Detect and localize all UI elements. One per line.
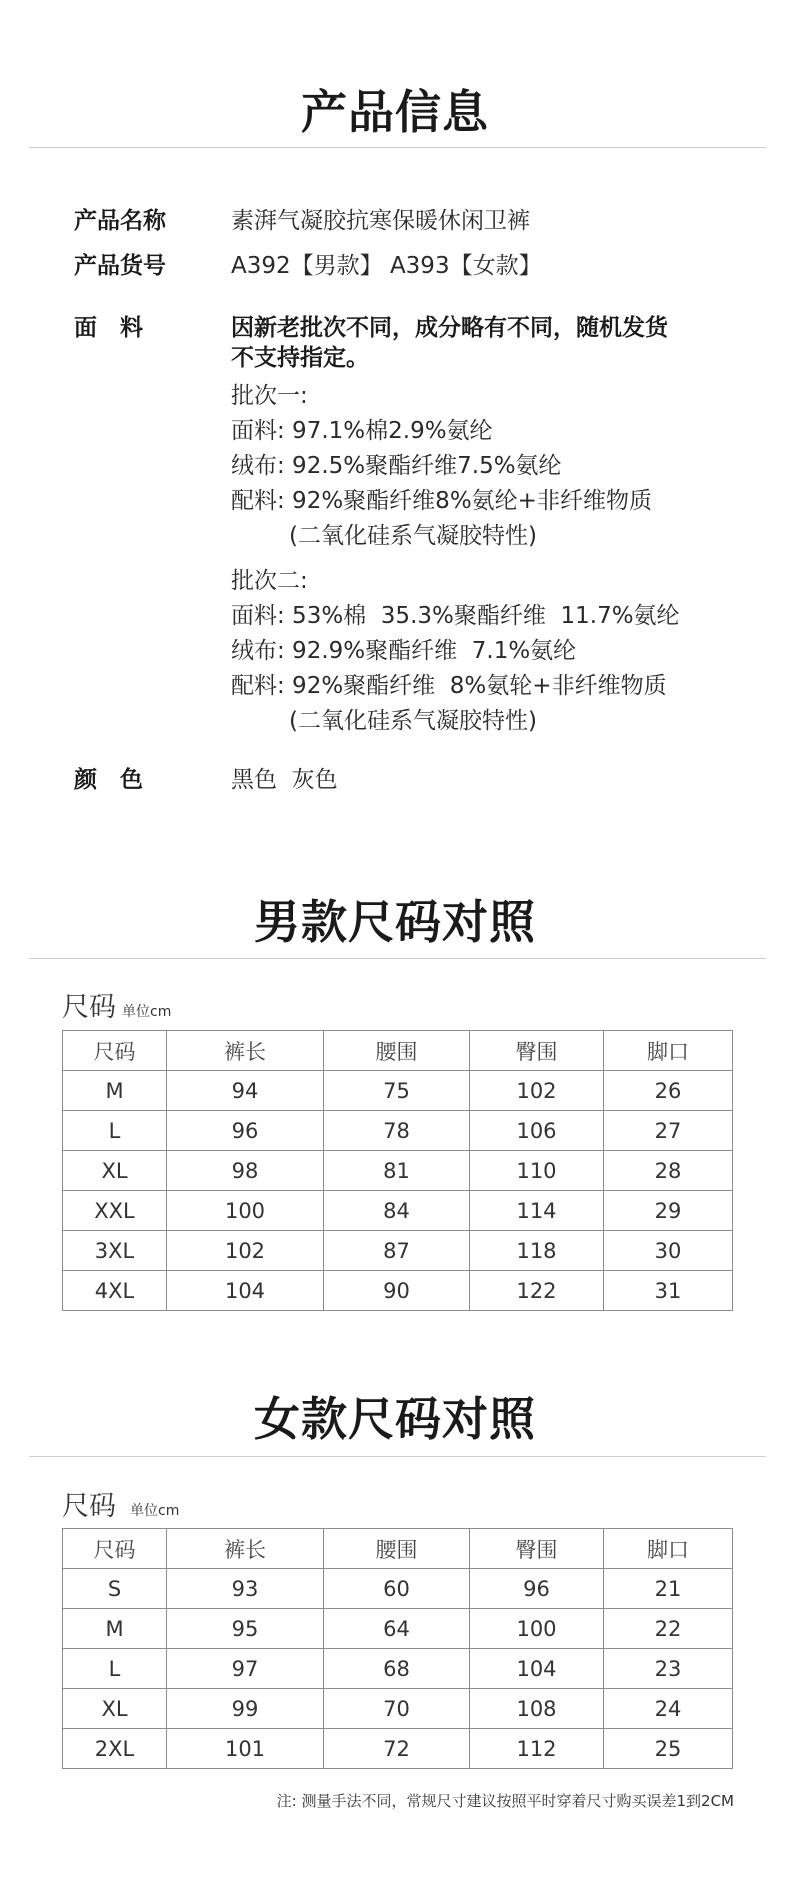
cell-hip: 104 (470, 1649, 604, 1689)
cell-hem: 25 (604, 1729, 733, 1769)
table-row (63, 1569, 733, 1609)
cell-hem: 24 (604, 1689, 733, 1729)
men-size-table (62, 1030, 733, 1311)
product-sku-value: A392【男款】 A393【女款】 (231, 253, 542, 279)
table-row (63, 1649, 733, 1689)
batch1-fabric: 面料: 97.1%棉2.9%氨纶 (231, 418, 493, 444)
cell-size: XXL (63, 1191, 167, 1231)
cell-length: 100 (167, 1191, 324, 1231)
cell-size: 3XL (63, 1231, 167, 1271)
cell-length: 98 (167, 1151, 324, 1191)
cell-hem: 28 (604, 1151, 733, 1191)
unit-label: 单位cm (130, 1503, 180, 1519)
header-hip: 臀围 (470, 1031, 604, 1071)
table-row (63, 1111, 733, 1151)
table-row (63, 1151, 733, 1191)
header-length: 裤长 (167, 1529, 324, 1569)
table-row (63, 1609, 733, 1649)
header-length: 裤长 (167, 1031, 324, 1071)
cell-size: 2XL (63, 1729, 167, 1769)
cell-length: 93 (167, 1569, 324, 1609)
table-header-row (63, 1529, 733, 1569)
table-row (63, 1729, 733, 1769)
cell-hem: 26 (604, 1071, 733, 1111)
cell-length: 102 (167, 1231, 324, 1271)
cell-size: XL (63, 1151, 167, 1191)
table-row (63, 1689, 733, 1729)
header-hem: 脚口 (604, 1529, 733, 1569)
product-name-label: 产品名称 (74, 208, 166, 234)
table-row (63, 1271, 733, 1311)
women-size-table (62, 1528, 733, 1769)
cell-length: 95 (167, 1609, 324, 1649)
cell-waist: 81 (324, 1151, 470, 1191)
product-sku-label: 产品货号 (74, 253, 166, 279)
fabric-label: 面 料 (74, 315, 143, 341)
cell-hip: 100 (470, 1609, 604, 1649)
cell-waist: 87 (324, 1231, 470, 1271)
cell-hem: 27 (604, 1111, 733, 1151)
batch1-aerogel-note: (二氧化硅系气凝胶特性) (289, 523, 537, 549)
cell-size: S (63, 1569, 167, 1609)
product-name-value: 素湃气凝胶抗寒保暖休闲卫裤 (231, 208, 530, 234)
men-chart-title: 男款尺码对照 (254, 895, 536, 949)
cell-size: L (63, 1649, 167, 1689)
divider (29, 958, 766, 959)
header-hip: 臀围 (470, 1529, 604, 1569)
header-size: 尺码 (63, 1529, 167, 1569)
cell-hem: 29 (604, 1191, 733, 1231)
batch1-trim: 配料: 92%聚酯纤维8%氨纶+非纤维物质 (231, 488, 652, 514)
cell-hip: 112 (470, 1729, 604, 1769)
cell-hip: 102 (470, 1071, 604, 1111)
unit-label: 单位cm (122, 1004, 172, 1020)
women-chart-title: 女款尺码对照 (254, 1392, 536, 1446)
color-label: 颜 色 (74, 767, 143, 793)
cell-size: M (63, 1609, 167, 1649)
cell-hip: 118 (470, 1231, 604, 1271)
batch2-trim: 配料: 92%聚酯纤维 8%氨轮+非纤维物质 (231, 673, 667, 699)
cell-size: M (63, 1071, 167, 1111)
cell-waist: 78 (324, 1111, 470, 1151)
batch2-fabric: 面料: 53%棉 35.3%聚酯纤维 11.7%氨纶 (231, 603, 680, 629)
cell-hip: 110 (470, 1151, 604, 1191)
cell-hip: 108 (470, 1689, 604, 1729)
cell-hip: 114 (470, 1191, 604, 1231)
footer-note: 注: 测量手法不同，常规尺寸建议按照平时穿着尺寸购买误差1到2CM (276, 1792, 734, 1810)
header-size: 尺码 (63, 1031, 167, 1071)
fabric-note-line2: 不支持指定。 (231, 345, 369, 371)
header-hem: 脚口 (604, 1031, 733, 1071)
batch2-aerogel-note: (二氧化硅系气凝胶特性) (289, 708, 537, 734)
batch1-title: 批次一: (231, 383, 308, 409)
cell-hem: 30 (604, 1231, 733, 1271)
cell-waist: 60 (324, 1569, 470, 1609)
cell-hip: 106 (470, 1111, 604, 1151)
cell-length: 101 (167, 1729, 324, 1769)
table-row (63, 1071, 733, 1111)
divider (29, 147, 766, 148)
cell-hem: 21 (604, 1569, 733, 1609)
fabric-note-line1: 因新老批次不同，成分略有不同，随机发货 (231, 315, 668, 341)
women-size-heading (62, 1484, 179, 1523)
header-waist: 腰围 (324, 1529, 470, 1569)
table-header-row (63, 1031, 733, 1071)
cell-waist: 90 (324, 1271, 470, 1311)
cell-waist: 68 (324, 1649, 470, 1689)
cell-waist: 64 (324, 1609, 470, 1649)
batch2-title: 批次二: (231, 568, 308, 594)
color-value: 黑色 灰色 (231, 767, 338, 793)
header-waist: 腰围 (324, 1031, 470, 1071)
batch2-fleece: 绒布: 92.9%聚酯纤维 7.1%氨纶 (231, 638, 577, 664)
cell-hem: 31 (604, 1271, 733, 1311)
size-label: 尺码 (62, 992, 116, 1023)
table-row (63, 1191, 733, 1231)
table-row (63, 1231, 733, 1271)
cell-length: 97 (167, 1649, 324, 1689)
cell-waist: 70 (324, 1689, 470, 1729)
divider (29, 1456, 766, 1457)
cell-size: 4XL (63, 1271, 167, 1311)
cell-length: 99 (167, 1689, 324, 1729)
product-info-title: 产品信息 (301, 85, 489, 139)
batch1-fleece: 绒布: 92.5%聚酯纤维7.5%氨纶 (231, 453, 562, 479)
cell-hem: 22 (604, 1609, 733, 1649)
cell-waist: 84 (324, 1191, 470, 1231)
cell-length: 94 (167, 1071, 324, 1111)
cell-waist: 72 (324, 1729, 470, 1769)
size-label: 尺码 (62, 1491, 116, 1522)
cell-hip: 96 (470, 1569, 604, 1609)
cell-hem: 23 (604, 1649, 733, 1689)
men-size-heading (62, 985, 171, 1024)
cell-size: XL (63, 1689, 167, 1729)
cell-hip: 122 (470, 1271, 604, 1311)
cell-length: 96 (167, 1111, 324, 1151)
cell-size: L (63, 1111, 167, 1151)
cell-length: 104 (167, 1271, 324, 1311)
cell-waist: 75 (324, 1071, 470, 1111)
